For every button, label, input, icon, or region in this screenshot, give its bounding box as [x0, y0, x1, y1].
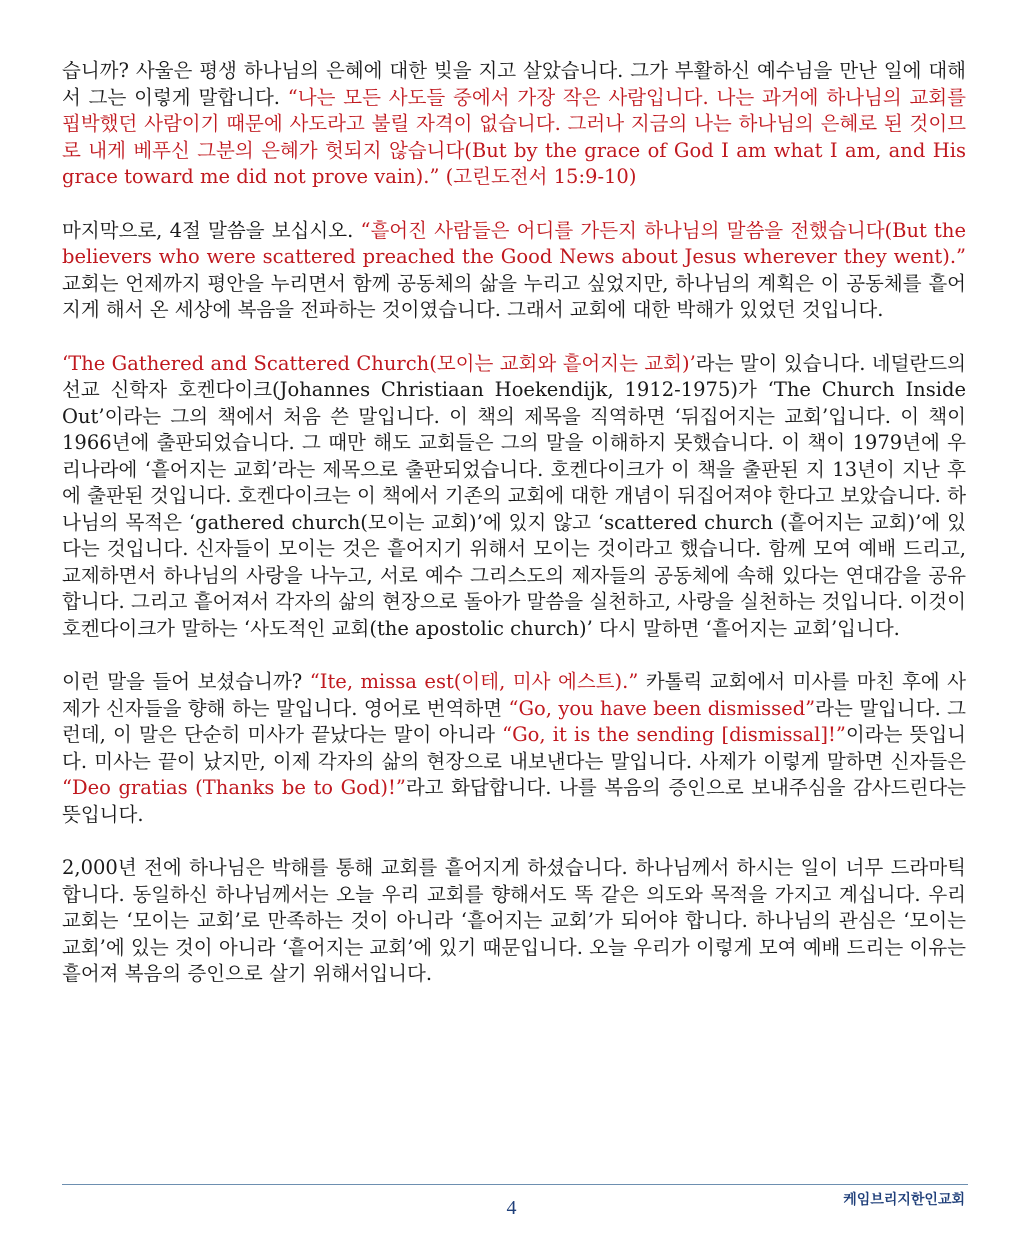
paragraph-3	[62, 351, 966, 643]
text-span: 마지막으로, 4절 말씀을 보십시오.	[62, 218, 361, 242]
highlighted-phrase: ‘The Gathered and Scattered Church(모이는 교회와 흩어지는 교회)’	[62, 351, 696, 375]
highlighted-phrase: “Go, it is the sending [dismissal]!”	[502, 723, 846, 746]
paragraph-5	[62, 855, 966, 988]
highlighted-phrase: “Ite, missa est(이테, 미사 에스트).”	[309, 670, 639, 693]
paragraph-4	[62, 669, 966, 828]
text-span: 교회는 언제까지 평안을 누리면서 함께 공동체의 삶을 누리고 싶었지만, 하나님의 계획은 이 공동체를 흩어지게 해서 온 세상에 복음을 전파하는 것이였습니다. 그래서 교회에 대한 박해가 있었던 것입니다.	[62, 271, 966, 321]
text-span: 습니까? 사울은 평생 하나님의 은혜에 대한 빚을 지고 살았습니다. 그가 부활하신 예수님을 만난 일에 대해서 그는 이렇게 말합니다.	[62, 59, 966, 109]
scripture-quote: “흩어진 사람들은 어디를 가든지 하나님의 말씀을 전했습니다(But the believers who were scattered preached the Good News about Jesus wherever they went).”	[62, 218, 966, 268]
text-span: 라는 말입니다. 그런데, 이 말은 단순히 미사가 끝났다는 말이 아니라	[62, 696, 966, 746]
church-name: 케임브리지한인교회	[843, 1192, 965, 1208]
text-span: 라는 말이 있습니다. 네덜란드의 선교 신학자 호켄다이크(Johannes Christiaan Hoekendijk, 1912-1975)가 ‘The Church Inside Out’이라는 그의 책에서 처음 쓴 말입니다. 이 책의 제목을 직역하면 ‘뒤집어지는 교회’입니다. 이 책이 1966년에 출판되었습니다. 그 때만 해도 교회들은 그의 말을 이해하지 못했습니다. 이 책이 1979년에 우리나라에 ‘흩어지는 교회’라는 제목으로 출판되었습니다. 호켄다이크가 이 책을 출판된 지 13년이 지난 후에 출판된 것입니다. 호켄다이크는 이 책에서 기존의 교회에 대한 개념이 뒤집어져야 한다고 보았습니다. 하나님의 목적은 ‘gathered church(모이는 교회)’에 있지 않고 ‘scattered church (흩어지는 교회)’에 있다는 것입니다. 신자들이 모이는 것은 흩어지기 위해서 모이는 것이라고 했습니다. 함께 모여 예배 드리고, 교제하면서 하나님의 사랑을 나누고, 서로 예수 그리스도의 제자들의 공동체에 속해 있다는 연대감을 공유합니다. 그리고 흩어져서 각자의 삶의 현장으로 돌아가 말씀을 실천하고, 사랑을 실천하는 것입니다. 이것이 호켄다이크가 말하는 ‘사도적인 교회(the apostolic church)’ 다시 말하면 ‘흩어지는 교회’입니다.	[62, 351, 966, 640]
text-span: 이라는 뜻입니다. 미사는 끝이 났지만, 이제 각자의 삶의 현장으로 내보낸다는 말입니다. 사제가 이렇게 말하면 신자들은	[62, 723, 966, 773]
scripture-quote: “나는 모든 사도들 중에서 가장 작은 사람입니다. 나는 과거에 하나님의 교회를 핍박했던 사람이기 때문에 사도라고 불릴 자격이 없습니다. 그러나 지금의 나는 하나님의 은혜로 된 것이므로 내게 베푸신 그분의 은혜가 헛되지 않습니다(But by the grace of God I am what I am, and His grace toward me did not prove vain).” (고린도전서 15:9-10)	[62, 85, 966, 188]
text-span: 라고 화답합니다. 나를 복음의 증인으로 보내주심을 감사드린다는 뜻입니다.	[62, 776, 966, 826]
paragraph-1	[62, 58, 966, 191]
page-number: 4	[506, 1197, 517, 1219]
text-span: 이런 말을 들어 보셨습니까?	[62, 670, 310, 693]
highlighted-phrase: “Deo gratias (Thanks be to God)!”	[62, 776, 406, 799]
paragraph-2	[62, 218, 966, 324]
page-body	[62, 58, 966, 1015]
text-span: 카톨릭 교회에서 미사를 마친 후에 사제가 신자들을 향해 하는 말입니다. 영어로 번역하면	[62, 670, 966, 720]
footer-divider	[62, 1184, 968, 1185]
text-span: 2,000년 전에 하나님은 박해를 통해 교회를 흩어지게 하셨습니다. 하나님께서 하시는 일이 너무 드라마틱합니다. 동일하신 하나님께서는 오늘 우리 교회를 향해서도 똑 같은 의도와 목적을 가지고 계십니다. 우리 교회는 ‘모이는 교회’로 만족하는 것이 아니라 ‘흩어지는 교회’가 되어야 합니다. 하나님의 관심은 ‘모이는 교회’에 있는 것이 아니라 ‘흩어지는 교회’에 있기 때문입니다. 오늘 우리가 이렇게 모여 예배 드리는 이유는 흩어져 복음의 증인으로 살기 위해서입니다.	[62, 856, 966, 985]
highlighted-phrase: “Go, you have been dismissed”	[508, 696, 816, 720]
